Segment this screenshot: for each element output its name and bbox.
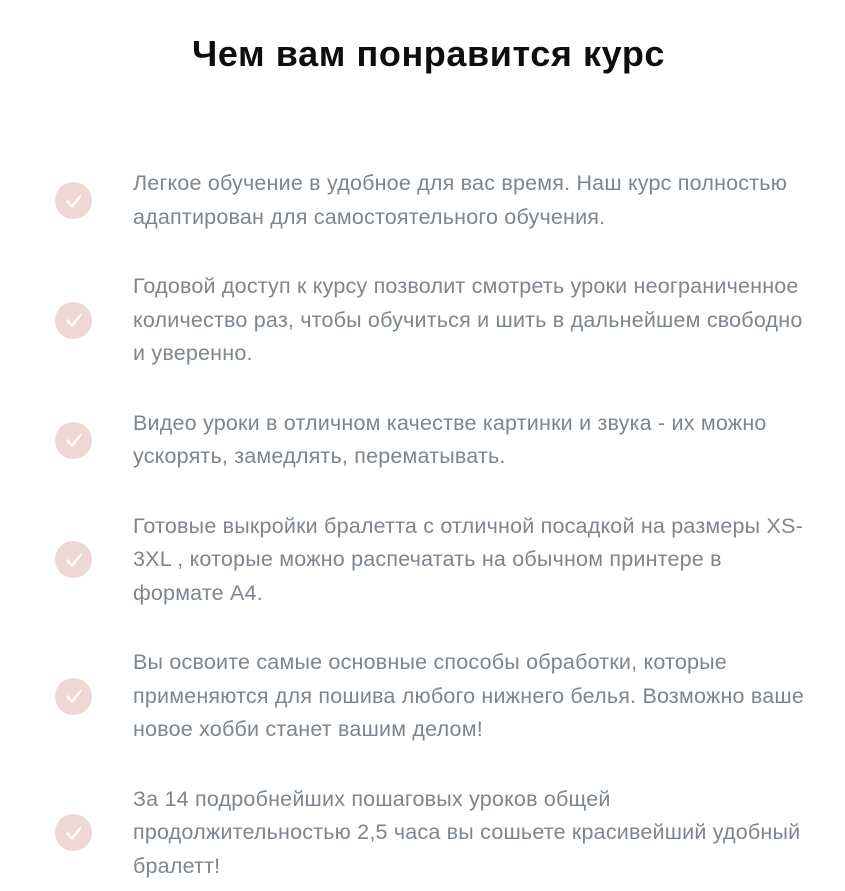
benefit-text: Легкое обучение в удобное для вас время. Наш курс полностью адаптирован для самостоятельного обучения. (133, 171, 788, 229)
benefits-list (55, 167, 811, 883)
list-item (55, 510, 811, 611)
benefit-text: Готовые выкройки бралетта с отличной посадкой на размеры XS-3XL , которые можно распечатать на обычном принтере в формате А4. (133, 513, 803, 605)
benefit-text: Годовой доступ к курсу позволит смотреть уроки неограниченное количество раз, чтобы обучиться и шить в дальнейшем свободно и уверенно. (133, 274, 803, 365)
benefit-text: За 14 подробнейших пошаговых уроков общей продолжительностью 2,5 часа вы сошьете красивейший удобный бралетт! (133, 786, 801, 878)
list-item (55, 407, 811, 474)
list-item (55, 167, 811, 234)
check-icon (55, 422, 92, 459)
benefit-text: Вы освоите самые основные способы обработки, которые применяются для пошива любого нижнего белья. Возможно ваше новое хобби станет вашим делом! (133, 650, 804, 741)
check-icon (55, 814, 92, 851)
benefit-text: Видео уроки в отличном качестве картинки и звука - их можно ускорять, замедлять, перематывать. (133, 410, 767, 468)
check-icon (55, 541, 92, 578)
check-icon (55, 182, 92, 219)
page-title: Чем вам понравится курс (191, 33, 666, 74)
list-item (55, 783, 811, 884)
check-icon (55, 678, 92, 715)
list-item (55, 270, 811, 371)
check-icon (55, 302, 92, 339)
list-item (55, 646, 811, 747)
